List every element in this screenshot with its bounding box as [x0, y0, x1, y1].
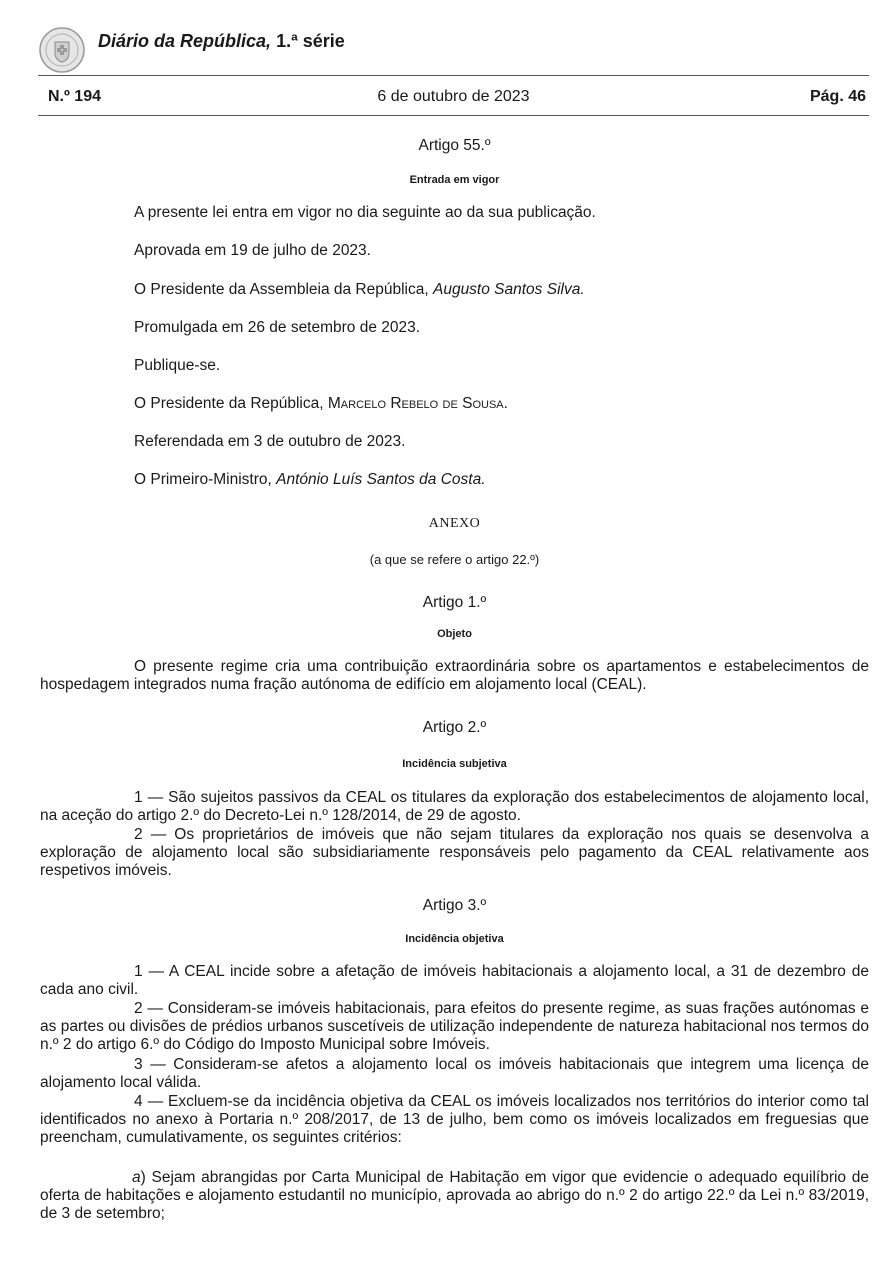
article-55-title: Artigo 55.º — [418, 137, 491, 154]
article-55-subtitle: Entrada em vigor — [409, 174, 500, 186]
item-a-text: ) Sejam abrangidas por Carta Municipal de Habitação em vigor que evidencie o adequado equilíbrio de oferta de habitações e alojamento estudantil no município, aprovada ao abrigo do n.º 2 do artigo 22.º da Lei n.º 83/2019, de 3 de setembro; — [40, 1169, 869, 1222]
issue-meta-row — [38, 88, 869, 110]
prime-minister-name: António Luís Santos da Costa. — [276, 471, 486, 488]
article-3-item-a — [40, 1169, 869, 1223]
page-number: Pág. 46 — [809, 88, 866, 105]
closing-line-6 — [134, 395, 869, 413]
item-a-letter: a — [132, 1169, 141, 1186]
article-2-paragraph-1: 1 — São sujeitos passivos da CEAL os titulares da exploração dos estabelecimentos de alojamento local, na aceção do artigo 2.º do Decreto-Lei n.º 128/2014, de 29 de agosto. — [40, 789, 869, 824]
publication-series: 1.ª série — [276, 31, 345, 51]
assembly-president-label: O Presidente da Assembleia da República, — [134, 281, 433, 298]
closing-line-8 — [134, 471, 869, 489]
republic-president-label: O Presidente da República, — [134, 395, 328, 412]
closing-line-3 — [134, 281, 869, 299]
article-1-subtitle: Objeto — [437, 628, 472, 640]
issue-number: N.º 194 — [48, 88, 101, 105]
article-3-paragraph-4: 4 — Excluem-se da incidência objetiva da CEAL os imóveis localizados nos territórios do interior como tal identificados no anexo à Portaria n.º 208/2017, de 13 de julho, bem como os imóveis localizados em freguesias que preencham, cumulativamente, os seguintes critérios: — [40, 1093, 869, 1146]
header-rule-top — [38, 75, 869, 76]
closing-line-7: Referendada em 3 de outubro de 2023. — [134, 433, 406, 450]
page-header — [36, 20, 869, 74]
closing-line-1: A presente lei entra em vigor no dia seguinte ao da sua publicação. — [134, 204, 596, 221]
article-3-paragraph-1: 1 — A CEAL incide sobre a afetação de imóveis habitacionais a alojamento local, a 31 de dezembro de cada ano civil. — [40, 963, 869, 998]
article-1-title: Artigo 1.º — [422, 594, 487, 611]
header-rule-bottom — [38, 115, 869, 116]
article-3-title: Artigo 3.º — [422, 897, 487, 914]
article-1-text: O presente regime cria uma contribuição extraordinária sobre os apartamentos e estabelecimentos de hospedagem integrados numa fração autónoma de edifício em alojamento local (CEAL). — [40, 658, 869, 693]
assembly-president-name: Augusto Santos Silva. — [432, 281, 585, 298]
article-3-paragraph-3: 3 — Consideram-se afetos a alojamento local os imóveis habitacionais que integrem uma licença de alojamento local válida. — [40, 1056, 869, 1091]
republic-president-name: Marcelo Rebelo de Sousa — [327, 395, 504, 412]
article-2-subtitle: Incidência subjetiva — [402, 758, 507, 770]
article-2-paragraph-2: 2 — Os proprietários de imóveis que não sejam titulares da exploração nos quais se desenvolva a exploração de alojamento local são subsidiariamente responsáveis pelo pagamento da CEAL relativamente aos respetivos imóveis. — [40, 826, 869, 879]
publication-name: Diário da República, — [98, 31, 272, 51]
coat-of-arms-seal-icon — [38, 26, 86, 74]
annex-title: ANEXO — [428, 516, 481, 531]
prime-minister-label: O Primeiro-Ministro, — [134, 471, 277, 488]
article-3-subtitle: Incidência objetiva — [405, 933, 504, 945]
closing-line-2: Aprovada em 19 de julho de 2023. — [134, 242, 371, 259]
annex-reference: (a que se refere o artigo 22.º) — [369, 552, 540, 567]
closing-line-5: Publique-se. — [134, 357, 221, 374]
publication-title — [98, 31, 345, 52]
article-3-paragraph-2: 2 — Consideram-se imóveis habitacionais, para efeitos do presente regime, as suas frações autónomas e as partes ou divisões de prédios urbanos suscetíveis de utilização independente de natureza habitacional nos termos do n.º 2 do artigo 6.º do Código do Imposto Municipal sobre Imóveis. — [40, 1000, 869, 1053]
article-2-title: Artigo 2.º — [422, 719, 487, 736]
republic-president-period: . — [503, 395, 508, 412]
closing-line-4: Promulgada em 26 de setembro de 2023. — [134, 319, 421, 336]
issue-date: 6 de outubro de 2023 — [377, 88, 530, 105]
